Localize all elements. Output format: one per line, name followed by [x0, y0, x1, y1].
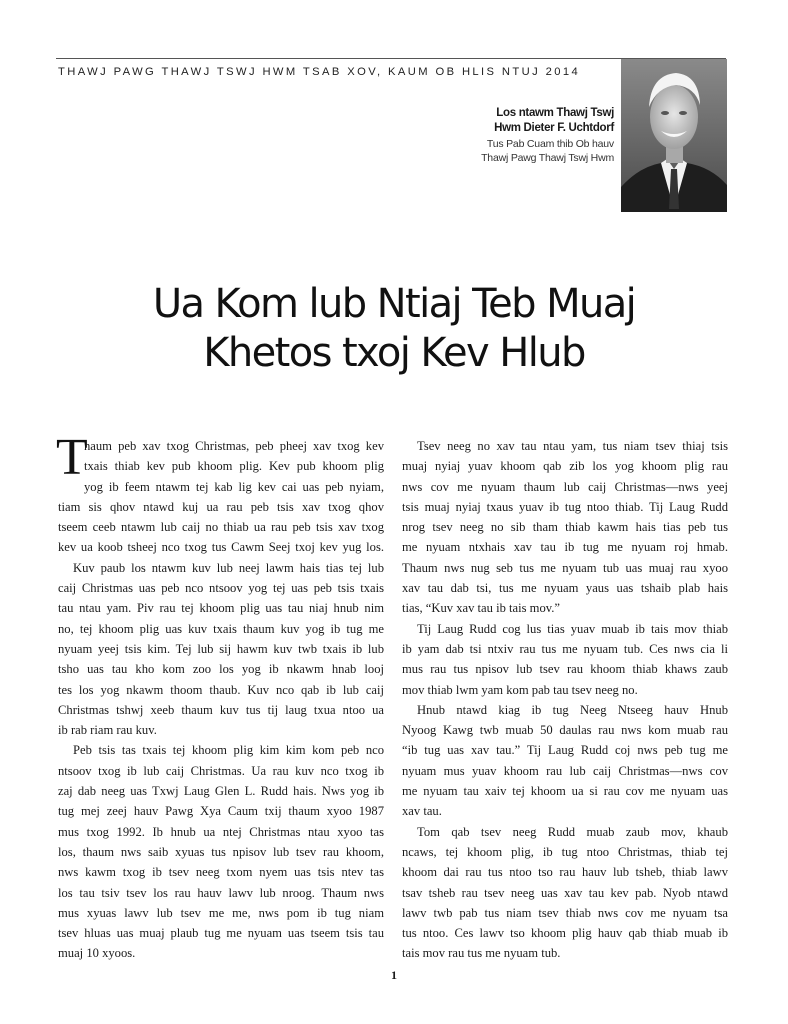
first-paragraph [56, 429, 384, 558]
page-number: 1 [391, 968, 397, 982]
text-line: xav tau. [402, 804, 442, 819]
text-line: “ib tug uas xav tau.” Tij Laug Rudd coj nws peb tug me [402, 743, 728, 758]
text-line: Hnub ntawd kiag ib tug Neeg Ntseeg hauv Hnub [417, 702, 728, 717]
text-line: tug mej zeej hauv Pawg Xya Caum txij thaum xyoo 1987 [58, 804, 384, 819]
text-line: mus txog 1992. Ib hnub ua ntej Christmas ntau xyoo tas [58, 824, 384, 839]
text-line: me nyuam tau xaiv tej khoom ua si rau cov me nyuam uas [402, 784, 728, 799]
text-line: Nyoog Kawg twb muab 50 daulas rau nws kom muab rau [402, 723, 728, 738]
text-line: nyuam yeej tsis kim. Tej lub sij hawm kuv twb txais ib lub [58, 641, 384, 656]
text-line: xav tau dab tsi, tus me nyuam yaus uas tshaib plab hais [402, 581, 728, 596]
text-line: zaj dab neeg uas Txwj Laug Glen L. Rudd hais. Nws yog ib [58, 784, 384, 799]
text-line: ib yam dab tsi ntxiv rau tus me nyuam tub. Ces nws cia li [402, 641, 728, 656]
right-column [402, 436, 728, 964]
author-role-line-1: Tus Pab Cuam thib Ob hauv [486, 138, 614, 150]
issue-line: THAWJ PAWG THAWJ TSWJ HWM TSAB XOV, KAUM OB HLIS NTUJ 2014 [58, 66, 581, 78]
paragraph [402, 700, 728, 822]
text-line: Peb tsis tas txais tej khoom plig kim kim kom peb nco [73, 743, 384, 758]
text-line: tiam sis qhov ntawd kuj ua rau peb tsis xav txog qhov [58, 499, 384, 514]
paragraph [58, 558, 384, 741]
text-line: me nyuam ntxhais xav tau ib tug me nyuam roj hmab. [402, 540, 728, 555]
text-line: nyuam mus yuav khoom rau lub caij Christmas—nws cov [402, 763, 728, 778]
text-line: tsho uas tau kho kom zoo los yog ib nkawm hnab looj [58, 662, 384, 677]
author-name-line-1: Los ntawm Thawj Tswj [496, 107, 614, 119]
text-line: Tom qab tsev neeg Rudd muab zaub mov, khaub [417, 824, 728, 839]
text-line: tau ntau yam. Piv rau tej khoom plig uas tau niaj hnub nim [58, 601, 384, 616]
text-line: los, thaum nws saib xyuas tus npisov lub tsev rau khoom, [58, 844, 384, 859]
left-column [56, 429, 384, 964]
text-line: txais thiab kev pub khoom plig. Kev pub khoom plig [84, 459, 384, 474]
text-line: ncaws, tej khoom plig, ib tug ntoo Christmas, thiab tej [402, 844, 728, 859]
text-line: tsev hluas uas muaj plaub tug me nyuam uas tseem tsis tau [58, 926, 384, 941]
text-line: khoom dai rau tus ntoo tso rau hauv lub tsheb, thiab lawv [402, 865, 728, 880]
paragraph [402, 619, 728, 700]
text-line: tus ntoo. Ces lawv tso khoom plig hauv qab thiab muab ib [402, 926, 728, 941]
title-line-1: Ua Kom lub Ntiaj Teb Muaj [152, 281, 636, 327]
paragraph [58, 740, 384, 963]
paragraph [402, 436, 728, 619]
text-line: mus xyuas lawv lub tsev me me, nws pom ib tug niam [58, 905, 384, 920]
text-line: yog ib feem ntawm tej kab lig kev cai uas peb nyiam, [84, 479, 384, 494]
text-line: los tau tsiv tsev los rau hauv lawv lub nroog. Thaum nws [58, 885, 384, 900]
text-line: muaj nyiaj yuav khoom qab zib los yog khoom plig rau [402, 459, 728, 474]
text-line: tsav tsheb rau tsev neeg uas xav tau kev pab. Nyob ntawd [402, 885, 728, 900]
text-line: tais mov rau tus me nyuam tub. [402, 946, 561, 961]
text-line: no, tej khoom plig uas kuv txais thaum kuv yog ib tug me [58, 621, 384, 636]
text-line: Tij Laug Rudd cog lus tias yuav muab ib tais mov thiab [417, 621, 728, 636]
text-line: nws cov me nyuam thaum lub caij Christmas—nws yeej [402, 479, 728, 494]
text-line: kev ua koob tsheej nco txog tus Cawm Seej txoj kev yug los. [58, 540, 384, 555]
title-line-2: Khetos txoj Kev Hlub [203, 330, 585, 376]
text-line: ntsoov txog ib lub caij Christmas. Ua rau kuv nco txog ib [58, 763, 384, 778]
text-line: ib rab riam rau kuv. [58, 723, 157, 738]
text-line: tsis muaj nyiaj txaus yuav ib tug ntoo thiab. Tij Laug Rudd [402, 499, 728, 514]
text-line: tseem ceeb ntawm lub caij no thiab ua rau peb tsis xav txog [58, 520, 384, 535]
text-line: mus rau tus npisov lub tsev rau khoom thiab khaws zaub [402, 662, 728, 677]
author-role-line-2: Thawj Pawg Thawj Tswj Hwm [481, 152, 614, 164]
text-line: lawv twb pab tus niam tsev thiab nws cov me nyuam tsa [402, 905, 728, 920]
drop-cap: T [56, 429, 88, 486]
text-line: nrog tsev neeg no sib tham thiab kawm hais tias peb tus [402, 520, 728, 535]
text-line: Kuv paub los ntawm kuv lub neej lawm hais tias tej lub [73, 560, 384, 575]
text-line: caij Christmas uas peb nco ntsoov yog tej uas peb tsis txais [58, 581, 384, 596]
text-line: muaj 10 xyoos. [58, 946, 136, 961]
text-line: haum peb xav txog Christmas, peb pheej xav txog kev [84, 439, 384, 453]
paragraph [402, 822, 728, 964]
article-title [0, 280, 788, 378]
author-portrait [621, 59, 727, 212]
text-line: Tsev neeg no xav tau ntau yam, tus niam tsev thiaj tsis [417, 439, 728, 453]
author-name-line-2: Hwm Dieter F. Uchtdorf [494, 122, 614, 134]
text-line: nws kawm txog ib tsev neeg txom nyem uas tsis ntev tas [58, 865, 384, 880]
text-line: mov thiab lwm yam kom pab tau tsev neeg no. [402, 682, 638, 697]
text-line: Christmas tshwj xeeb thaum kuv tus tij laug txua ntoo ua [58, 702, 384, 717]
text-line: tias, “Kuv xav tau ib tais mov.” [402, 601, 560, 616]
text-line: tes los yog nkawm thoom thaub. Kuv nco qab ib lub caij [58, 682, 384, 697]
author-byline [384, 106, 614, 165]
text-line: Thaum nws nug seb tus me nyuam tub uas muaj rau xyoo [402, 560, 728, 575]
